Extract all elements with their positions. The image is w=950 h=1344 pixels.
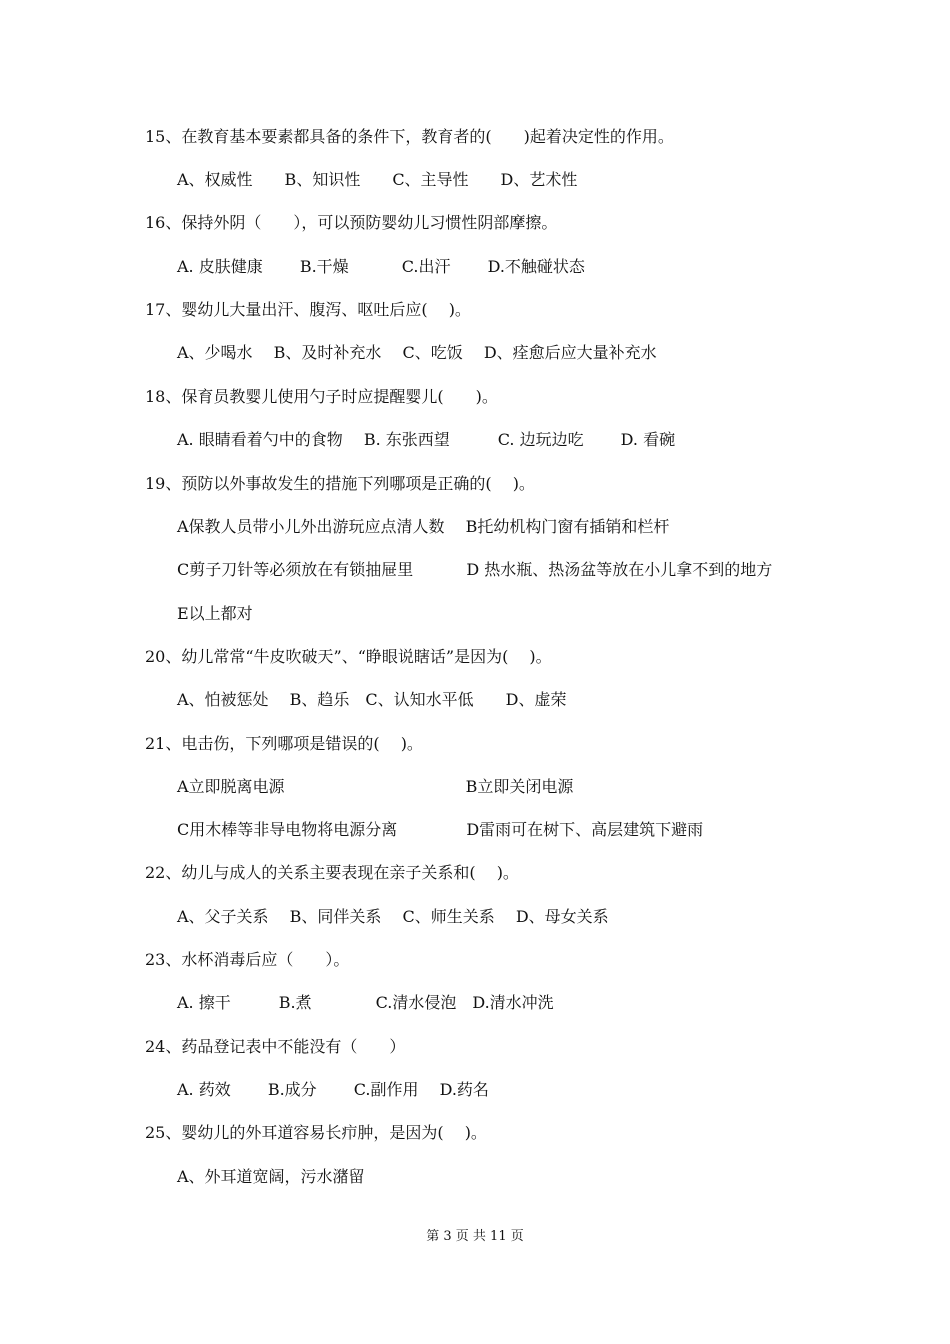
question-24: 24、药品登记表中不能没有（ ） — [145, 1037, 406, 1056]
question-24-options: A. 药效 B.成分 C.副作用 D.药名 — [177, 1080, 489, 1099]
question-21: 21、电击伤，下列哪项是错误的( )。 — [145, 734, 423, 753]
question-18: 18、保育员教婴儿使用勺子时应提醒婴儿( )。 — [145, 387, 498, 406]
page-footer: 第 3 页 共 11 页 — [426, 1229, 524, 1244]
question-20: 20、幼儿常常“牛皮吹破天”、“睁眼说瞎话”是因为( )。 — [145, 647, 552, 666]
question-23: 23、水杯消毒后应（ ）。 — [145, 950, 350, 969]
question-19-options-row-2: C剪子刀针等必须放在有锁抽屉里 D 热水瓶、热汤盆等放在小儿拿不到的地方 — [177, 560, 773, 579]
question-23-options: A. 擦干 B.煮 C.清水侵泡 D.清水冲洗 — [177, 993, 554, 1012]
question-19-options-row-1: A保教人员带小儿外出游玩应点清人数 B托幼机构门窗有插销和栏杆 — [177, 517, 670, 536]
question-22: 22、幼儿与成人的关系主要表现在亲子关系和( )。 — [145, 863, 519, 882]
question-17-options: A、少喝水 B、及时补充水 C、吃饭 D、痊愈后应大量补充水 — [177, 343, 657, 362]
question-19-options-row-3: E以上都对 — [177, 604, 253, 623]
question-20-options: A、怕被惩处 B、趋乐 C、认知水平低 D、虚荣 — [177, 690, 567, 709]
question-25-options: A、外耳道宽阔，污水潴留 — [177, 1167, 365, 1186]
question-17: 17、婴幼儿大量出汗、腹泻、呕吐后应( )。 — [145, 300, 471, 319]
question-21-options-row-1: A立即脱离电源 B立即关闭电源 — [177, 777, 574, 796]
question-15: 15、在教育基本要素都具备的条件下，教育者的( )起着决定性的作用。 — [145, 127, 674, 146]
question-22-options: A、父子关系 B、同伴关系 C、师生关系 D、母女关系 — [177, 907, 609, 926]
question-16-options: A. 皮肤健康 B.干燥 C.出汗 D.不触碰状态 — [177, 257, 585, 276]
question-15-options: A、权威性 B、知识性 C、主导性 D、艺术性 — [177, 170, 578, 189]
question-21-options-row-2: C用木棒等非导电物将电源分离 D雷雨可在树下、高层建筑下避雨 — [177, 820, 704, 839]
question-16: 16、保持外阴（ ），可以预防婴幼儿习惯性阴部摩擦。 — [145, 213, 558, 232]
question-25: 25、婴幼儿的外耳道容易长疖肿，是因为( )。 — [145, 1123, 487, 1142]
question-19: 19、预防以外事故发生的措施下列哪项是正确的( )。 — [145, 474, 535, 493]
question-18-options: A. 眼睛看着勺中的食物 B. 东张西望 C. 边玩边吃 D. 看碗 — [177, 430, 676, 449]
